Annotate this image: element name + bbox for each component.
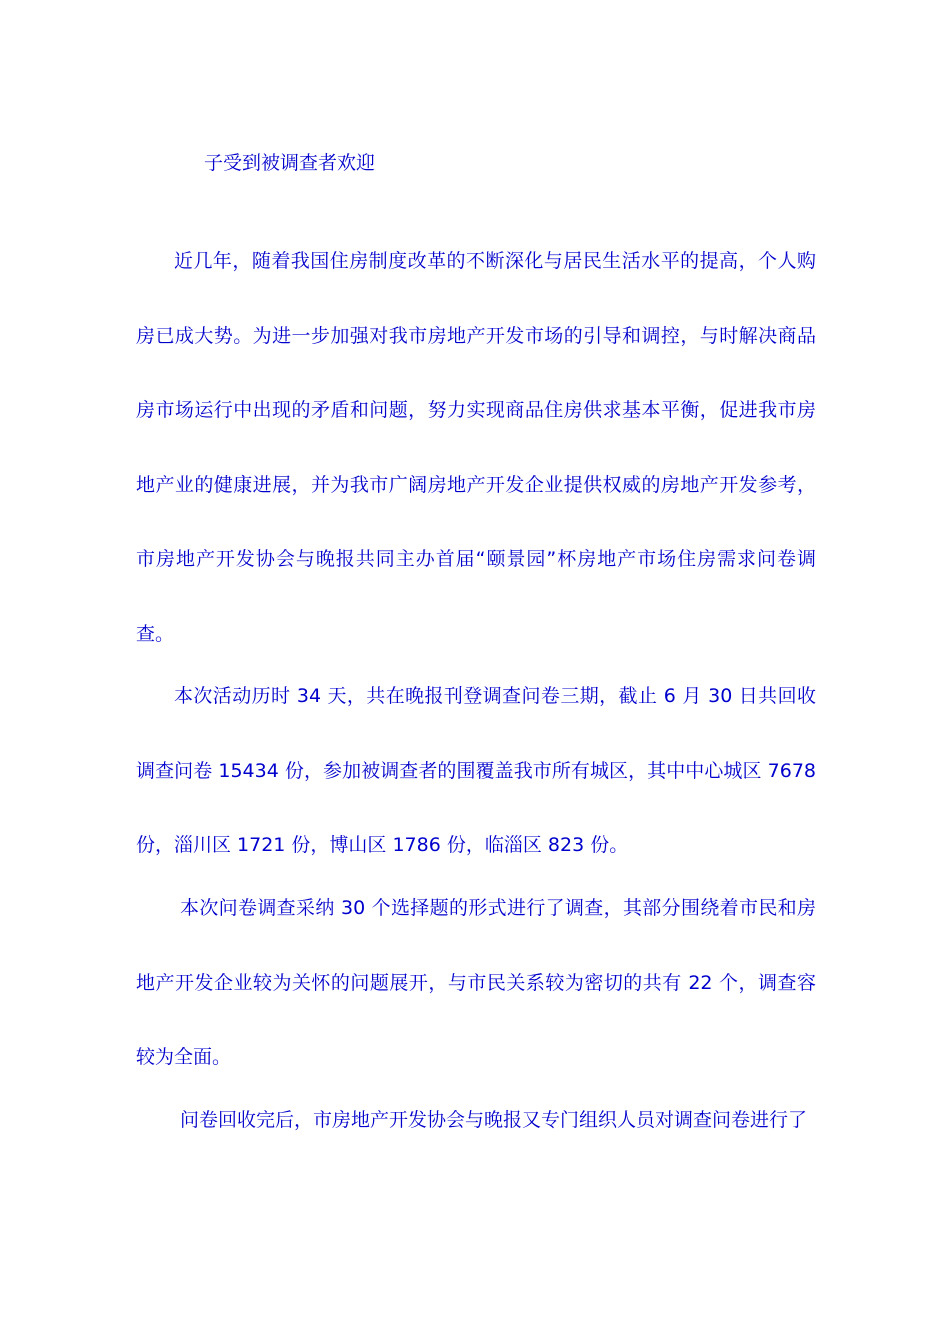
section-subtitle: 子受到被调查者欢迎 — [204, 152, 376, 174]
paragraph-questionnaire: 本次问卷调查采纳 30 个选择题的形式进行了调查，其部分围绕着市民和房地产开发企业较为关怀的问题展开，与市民关系较为密切的共有 22 个，调查容较为全面。 — [136, 897, 816, 1068]
paragraph-intro: 近几年，随着我国住房制度改革的不断深化与居民生活水平的提高，个人购房已成大势。为进一步加强对我市房地产开发市场的引导和调控，与时解决商品房市场运行中出现的矛盾和问题，努力实现商品住房供求基本平衡，促进我市房地产业的健康进展，并为我市广阔房地产开发企业提供权威的房地产开发参考，市房地产开发协会与晚报共同主办首届“颐景园”杯房地产市场住房需求问卷调查。 — [136, 250, 816, 645]
paragraph-collection: 问卷回收完后，市房地产开发协会与晚报又专门组织人员对调查问卷进行了 — [180, 1109, 808, 1131]
paragraph-activity: 本次活动历时 34 天，共在晚报刊登调查问卷三期，截止 6 月 30 日共回收调查问卷 15434 份，参加被调查者的围覆盖我市所有城区，其中中心城区 7678 份，淄川区 1721 份，博山区 1786 份，临淄区 823 份。 — [136, 685, 816, 856]
